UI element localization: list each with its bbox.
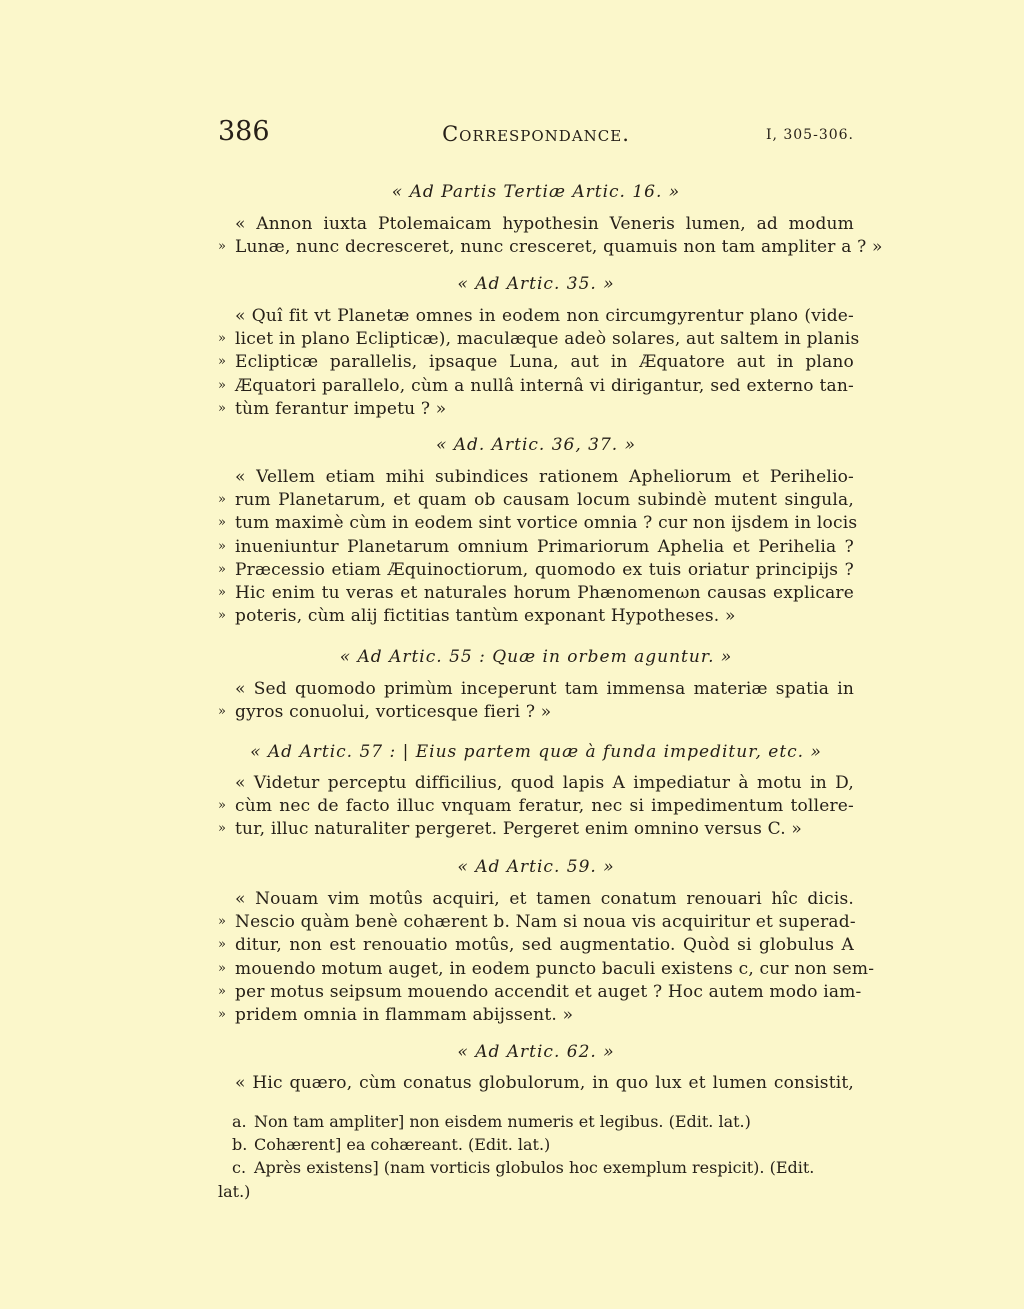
line-text: tum maximè cùm in eodem sint vortice omnia ? cur non ijsdem in locis <box>235 513 858 534</box>
text-line <box>218 771 854 795</box>
line-text: mouendo motum auget, in eodem puncto baculi existens c, cur non sem- <box>235 958 875 979</box>
section-heading: « Ad Artic. 35. » <box>457 274 615 294</box>
line-text: licet in plano Eclipticæ), maculæque adeò solares, aut saltem in planis <box>235 329 860 350</box>
text-line <box>218 980 862 1004</box>
line-text: « Nouam vim motûs acquiri, et tamen conatum renouari hîc dicis. <box>235 889 854 909</box>
footnote-label: a. <box>232 1112 247 1131</box>
line-text: rum Planetarum, et quam ob causam locum subindè mutent singula, <box>235 490 854 511</box>
quote-marker: » <box>218 331 226 347</box>
quote-marker: » <box>218 798 226 814</box>
text-line <box>218 1003 854 1027</box>
footnote <box>218 1133 854 1157</box>
footnote-label: b. <box>232 1135 248 1154</box>
section-heading: « Ad Artic. 59. » <box>457 857 615 877</box>
text-line <box>218 235 883 259</box>
text-line <box>218 700 854 724</box>
section-heading: « Ad. Artic. 36, 37. » <box>435 435 637 455</box>
text-line <box>218 374 854 398</box>
text-line <box>218 957 875 981</box>
line-text: Lunæ, nunc decresceret, nunc cresceret, quamuis non tam ampliter a ? » <box>235 237 883 258</box>
line-text: inueniuntur Planetarum omnium Primariorum Aphelia et Perihelia ? <box>235 536 854 557</box>
quote-marker: » <box>218 400 226 416</box>
quote-marker: » <box>218 704 226 720</box>
line-text: poteris, cùm alij fictitias tantùm exponant Hypotheses. » <box>235 606 736 627</box>
text-line <box>218 933 854 957</box>
quote-marker: » <box>218 960 226 976</box>
text-line <box>218 327 860 351</box>
quote-marker: » <box>218 377 226 393</box>
quote-marker: » <box>218 1007 226 1022</box>
quote-marker: » <box>218 585 226 600</box>
quote-marker: » <box>218 937 226 953</box>
text-line <box>218 677 854 701</box>
line-text: pridem omnia in flammam abijssent. » <box>235 1005 574 1025</box>
line-text: tur, illuc naturaliter pergeret. Pergeret enim omnino versus C. » <box>235 819 803 840</box>
text-line <box>218 887 854 911</box>
quote-marker: » <box>218 515 226 531</box>
line-text: « Sed quomodo primùm inceperunt tam immensa materiæ spatia in <box>235 679 854 699</box>
line-text: Præcessio etiam Æquinoctiorum, quomodo ex tuis oriatur principijs ? <box>235 559 854 580</box>
page-number: 386 <box>218 116 270 147</box>
line-text: cùm nec de facto illuc vnquam feratur, nec si impedimentum tollere- <box>235 796 854 817</box>
page-header <box>218 115 854 155</box>
footnote-text: Cohærent] ea cohæreant. (Edit. lat.) <box>254 1135 551 1154</box>
text-line <box>218 350 854 374</box>
section-heading: « Ad Artic. 57 : | Eius partem quæ à funda impeditur, etc. » <box>250 742 822 762</box>
text-line <box>218 910 854 934</box>
text-line <box>218 212 854 236</box>
section-heading: « Ad Partis Tertiæ Artic. 16. » <box>391 182 681 202</box>
text-line <box>218 817 854 841</box>
quote-marker: » <box>218 561 226 577</box>
text-line <box>218 794 854 818</box>
text-line <box>218 488 854 512</box>
quote-marker: » <box>218 914 226 930</box>
quote-marker: » <box>218 983 226 999</box>
text-line <box>218 535 854 559</box>
page-reference: I, 305-306. <box>765 127 854 143</box>
line-text: Æquatori parallelo, cùm a nullâ internâ vi dirigantur, sed externo tan- <box>235 375 854 396</box>
line-text: « Videtur perceptu difficilius, quod lapis A impediatur à motu in D, <box>235 773 854 793</box>
footnote <box>218 1110 854 1134</box>
line-text: « Vellem etiam mihi subindices rationem Apheliorum et Perihelio- <box>235 467 854 487</box>
quote-marker: » <box>218 239 226 255</box>
quote-marker: » <box>218 821 226 837</box>
footnote-text: lat.) <box>218 1182 251 1201</box>
section-heading: « Ad Artic. 62. » <box>457 1042 615 1062</box>
running-title: Correspondance. <box>442 122 630 146</box>
line-text: ditur, non est renouatio motûs, sed augmentatio. Quòd si globulus A <box>235 935 854 956</box>
line-text: Nescio quàm benè cohærent b. Nam si noua vis acquiritur et superad- <box>235 912 856 933</box>
footnote-text: Non tam ampliter] non eisdem numeris et legibus. (Edit. lat.) <box>254 1112 751 1131</box>
line-text: « Quî fit vt Planetæ omnes in eodem non circumgyrentur plano (vide- <box>235 306 854 326</box>
line-text: per motus seipsum mouendo accendit et auget ? Hoc autem modo iam- <box>235 981 862 1002</box>
quote-marker: » <box>218 538 226 554</box>
text-line <box>218 581 854 605</box>
footnote <box>218 1180 854 1204</box>
quote-marker: » <box>218 354 226 370</box>
footnote-label: c. <box>232 1158 247 1177</box>
text-line <box>218 397 854 421</box>
text-line <box>218 1071 854 1095</box>
text-line <box>218 558 854 582</box>
text-line <box>218 465 854 489</box>
section-heading: « Ad Artic. 55 : Quæ in orbem aguntur. » <box>339 647 733 667</box>
line-text: tùm ferantur impetu ? » <box>235 398 447 419</box>
text-line <box>218 304 854 328</box>
footnote <box>218 1156 854 1180</box>
line-text: gyros conuolui, vorticesque fieri ? » <box>235 702 552 723</box>
line-text: « Hic quæro, cùm conatus globulorum, in quo lux et lumen consistit, <box>235 1073 854 1093</box>
line-text: « Annon iuxta Ptolemaicam hypothesin Veneris lumen, ad modum <box>235 214 854 234</box>
text-line <box>218 511 858 535</box>
quote-marker: » <box>218 492 226 508</box>
line-text: Eclipticæ parallelis, ipsaque Luna, aut in Æquatore aut in plano <box>235 352 854 373</box>
footnote-text: Après existens] (nam vorticis globulos hoc exemplum respicit). (Edit. <box>254 1158 815 1177</box>
quote-marker: » <box>218 608 226 624</box>
line-text: Hic enim tu veras et naturales horum Phænomenωn causas explicare <box>235 583 854 603</box>
text-line <box>218 604 854 628</box>
